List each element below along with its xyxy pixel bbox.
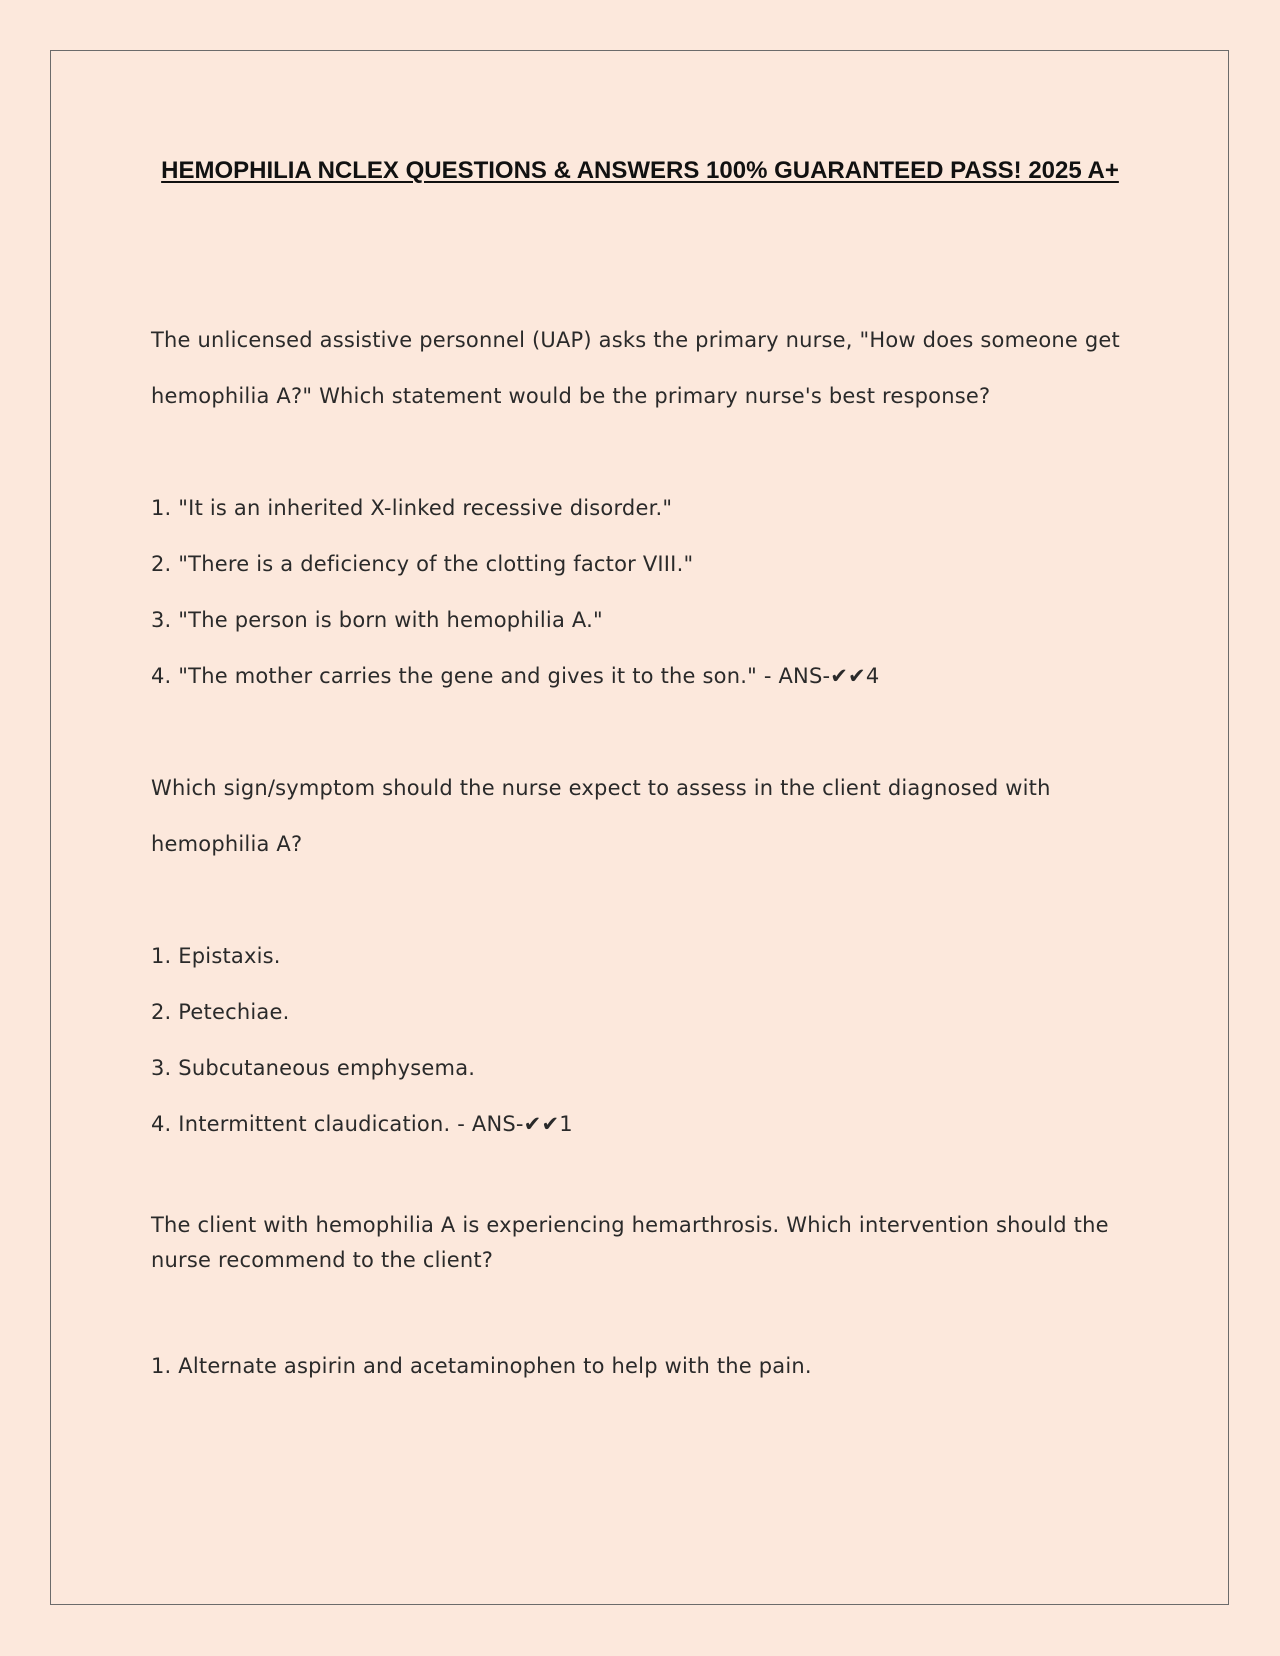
- answer-option: 1. Epistaxis.: [151, 944, 281, 968]
- answer-option: 1. "It is an inherited X-linked recessive disorder.": [151, 496, 673, 520]
- answer-option: 3. Subcutaneous emphysema.: [151, 1056, 476, 1080]
- answer-option: 1. Alternate aspirin and acetaminophen to help with the pain.: [151, 1354, 812, 1378]
- question-block-3: [151, 1208, 1131, 1394]
- answer-option-with-key: 4. Intermittent claudication. - ANS-✔✔1: [151, 1112, 573, 1136]
- answer-option-with-key: 4. "The mother carries the gene and gives it to the son." - ANS-✔✔4: [151, 664, 880, 688]
- question-text: The client with hemophilia A is experiencing hemarthrosis. Which intervention should the nurse recommend to the client?: [151, 1213, 1109, 1272]
- question-block-2: [151, 760, 1131, 1152]
- answer-option: 2. Petechiae.: [151, 1000, 290, 1024]
- answer-option: 3. "The person is born with hemophilia A.": [151, 608, 603, 632]
- question-block-1: [151, 312, 1131, 704]
- document-body: [151, 312, 1131, 1394]
- question-text: Which sign/symptom should the nurse expect to assess in the client diagnosed with hemophilia A?: [151, 776, 1051, 856]
- answer-option: 2. "There is a deficiency of the clotting factor VIII.": [151, 552, 694, 576]
- question-text: The unlicensed assistive personnel (UAP) asks the primary nurse, "How does someone get hemophilia A?" Which statement would be the primary nurse's best response?: [151, 328, 1120, 408]
- document-title: HEMOPHILIA NCLEX QUESTIONS & ANSWERS 100% GUARANTEED PASS! 2025 A+: [161, 157, 1119, 184]
